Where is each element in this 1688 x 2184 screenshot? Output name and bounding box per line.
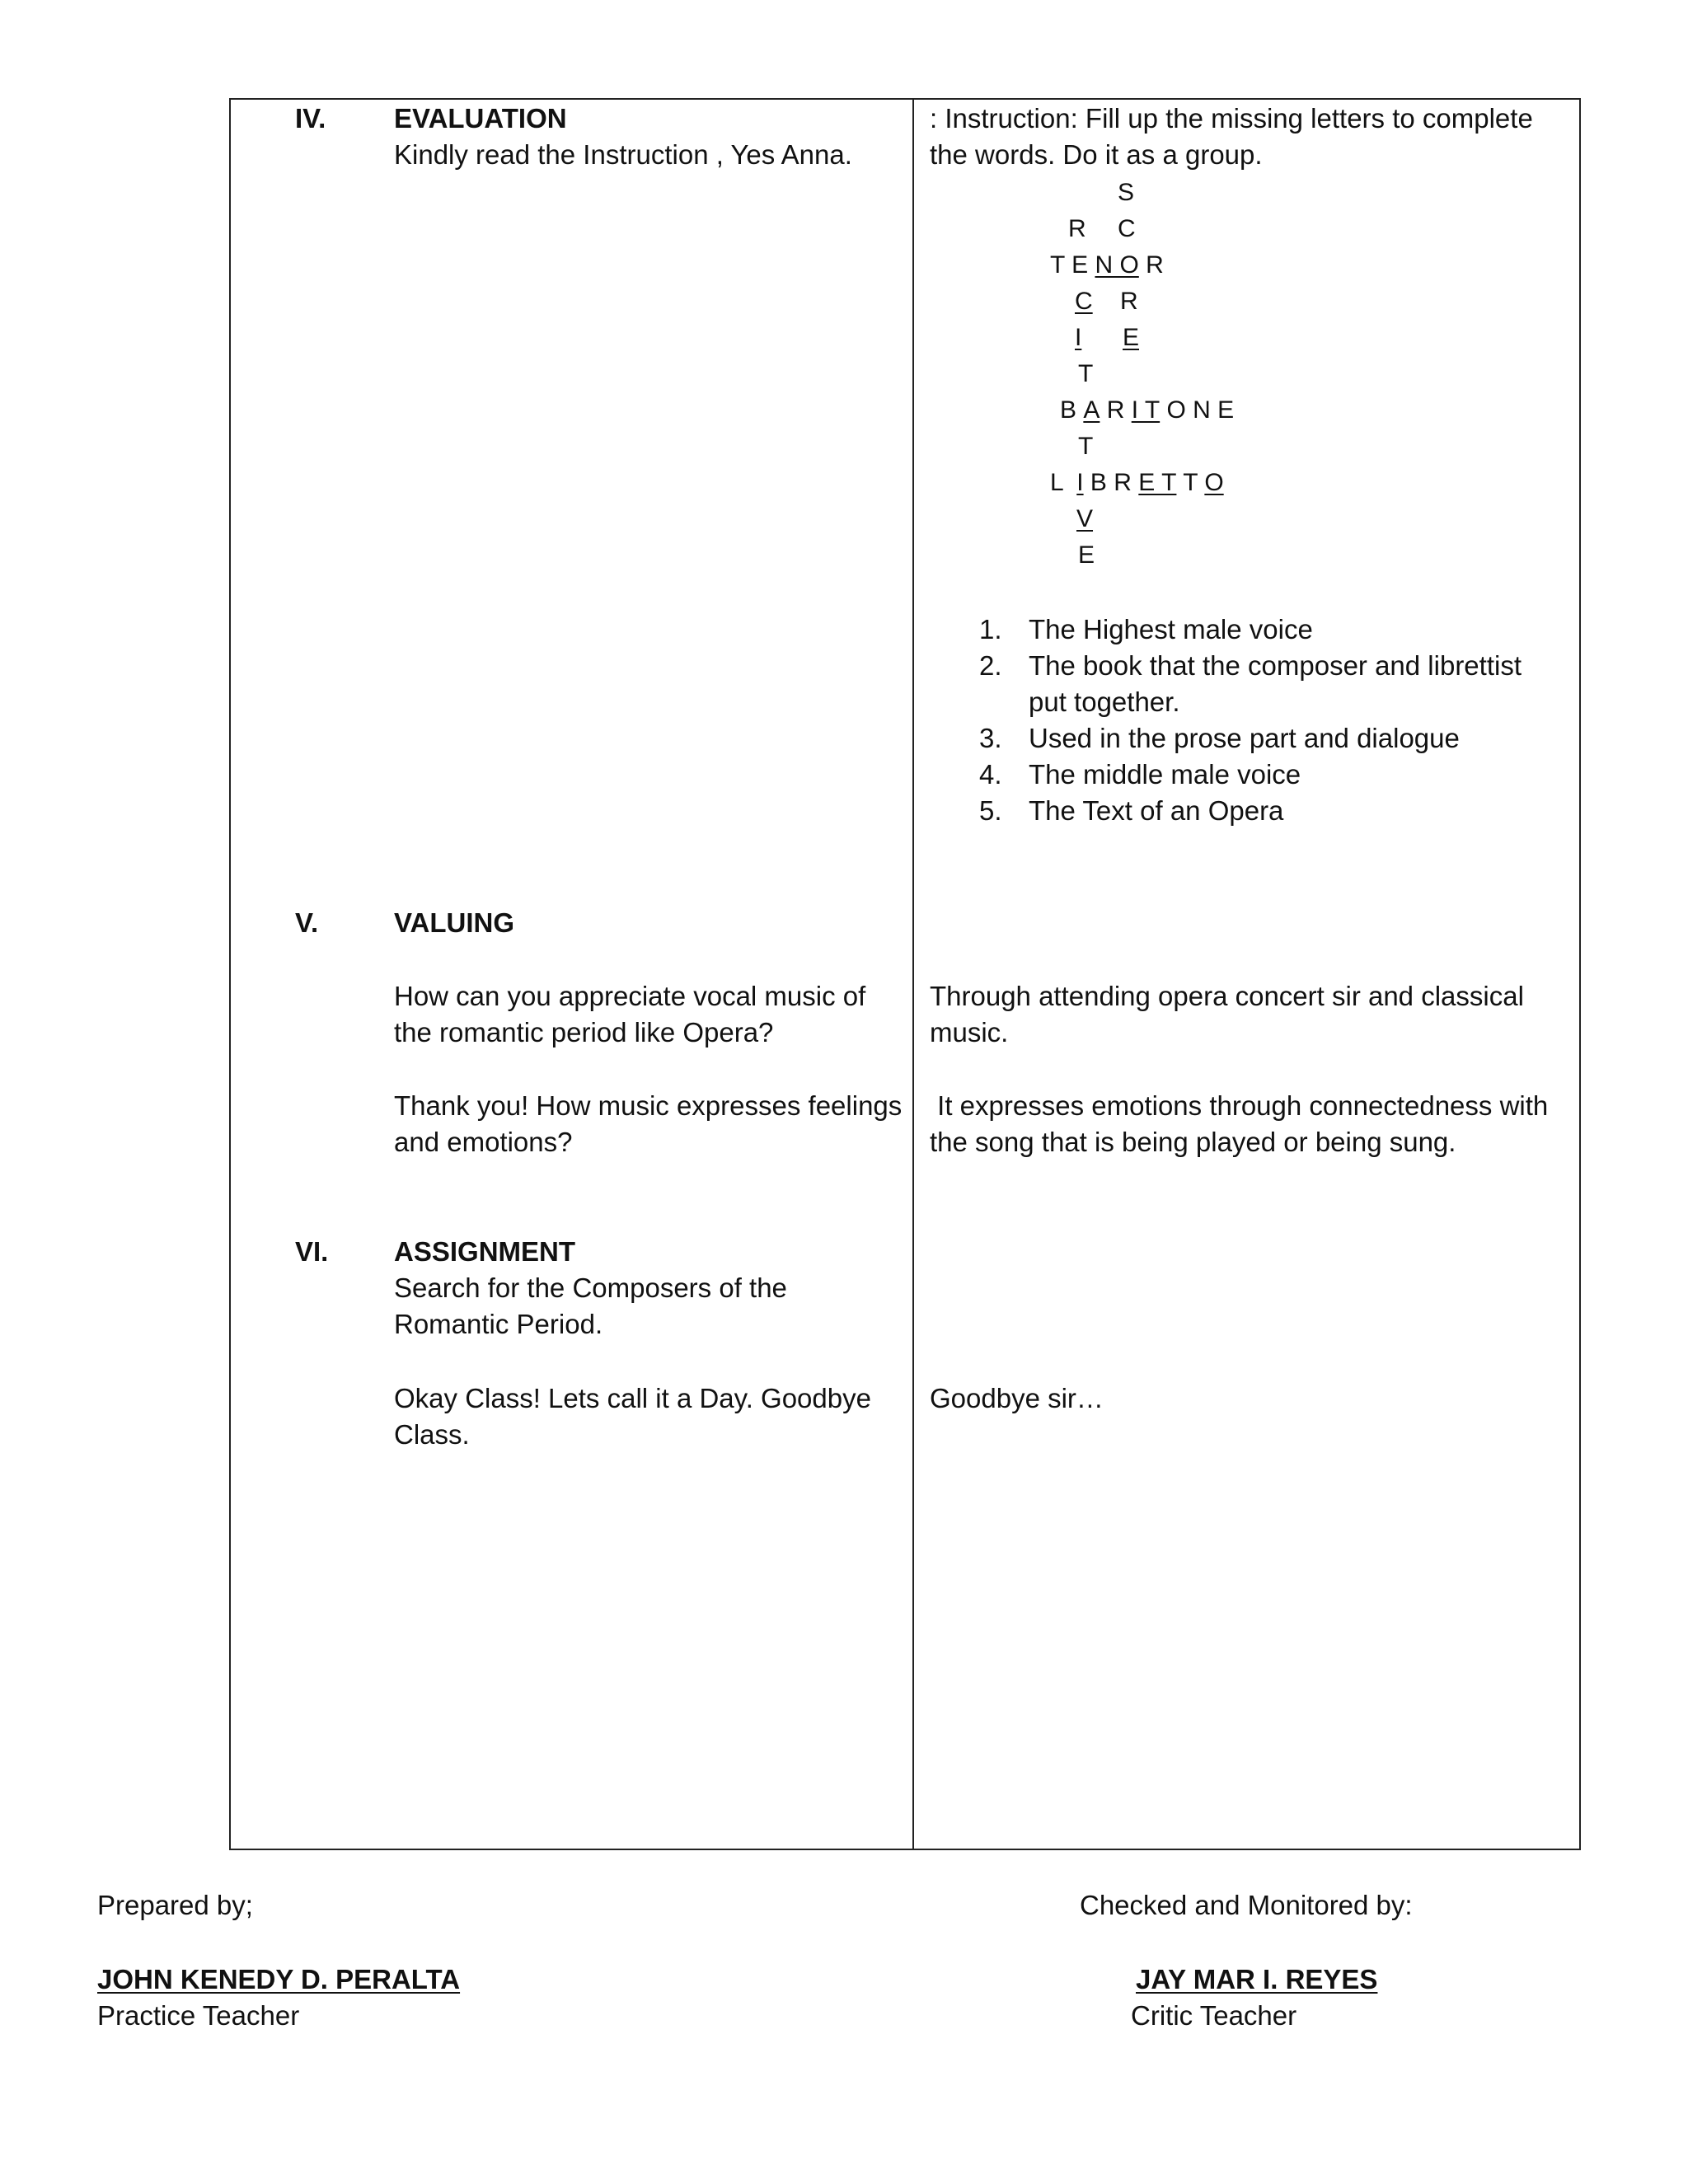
section-numeral-v: V. — [295, 907, 319, 938]
assignment-task: Search for the Composers of the Romantic Period. — [394, 1272, 787, 1339]
evaluation-instruction: : Instruction: Fill up the missing letters to complete the words. Do it as a group. — [930, 103, 1533, 170]
valuing-question-2: Thank you! How music expresses feelings and emotions? — [394, 1090, 903, 1157]
checked-by-name: JAY MAR I. REYES — [1136, 1964, 1378, 1994]
crossword-row: C — [1075, 288, 1093, 315]
crossword-row: T E N O R — [1050, 251, 1164, 279]
clue-item: 5. The Text of an Opera — [979, 795, 1284, 826]
crossword-row: R — [1068, 215, 1086, 242]
column-divider — [912, 98, 914, 1850]
clue-item: 1. The Highest male voice — [979, 614, 1313, 644]
crossword-row: T — [1078, 360, 1094, 387]
evaluation-teacher-line: Kindly read the Instruction , Yes Anna. — [394, 139, 852, 170]
valuing-answer-2: It expresses emotions through connectedness with the song that is being played or being sung. — [930, 1090, 1556, 1157]
valuing-heading: VALUING — [394, 907, 515, 938]
crossword-row: B A R I T O N E — [1060, 396, 1235, 424]
prepared-by-label: Prepared by; — [97, 1890, 253, 1920]
section-numeral-vi: VI. — [295, 1236, 329, 1267]
assignment-reply: Goodbye sir… — [930, 1383, 1104, 1413]
assignment-heading: ASSIGNMENT — [394, 1236, 576, 1267]
valuing-answer-1: Through attending opera concert sir and classical music. — [930, 981, 1524, 1047]
prepared-by-name: JOHN KENEDY D. PERALTA — [97, 1964, 461, 1994]
crossword-row: V — [1076, 505, 1094, 532]
checked-by-label: Checked and Monitored by: — [1080, 1890, 1413, 1920]
assignment-closing: Okay Class! Lets call it a Day. Goodbye Class. — [394, 1383, 871, 1450]
crossword-row: L I B R E T T O — [1050, 469, 1224, 496]
crossword-row: R — [1120, 288, 1138, 315]
evaluation-heading: EVALUATION — [394, 103, 567, 134]
lesson-plan-table — [229, 98, 1581, 1850]
crossword-row: E — [1123, 324, 1140, 351]
crossword-row: C — [1118, 215, 1136, 242]
crossword-row: S — [1118, 179, 1135, 206]
crossword-row: E — [1078, 541, 1095, 569]
crossword-row: T — [1078, 433, 1094, 460]
clue-item: 4. The middle male voice — [979, 759, 1301, 790]
crossword-clues — [979, 612, 1556, 829]
clue-item: 3. Used in the prose part and dialogue — [979, 723, 1460, 753]
clue-item: 2. The book that the composer and librettist put together. — [979, 650, 1522, 717]
prepared-by-role: Practice Teacher — [97, 2000, 300, 2031]
section-numeral-iv: IV. — [295, 103, 326, 134]
checked-by-role: Critic Teacher — [1131, 2000, 1297, 2031]
crossword-row: I — [1075, 324, 1082, 351]
valuing-question-1: How can you appreciate vocal music of the romantic period like Opera? — [394, 981, 866, 1047]
